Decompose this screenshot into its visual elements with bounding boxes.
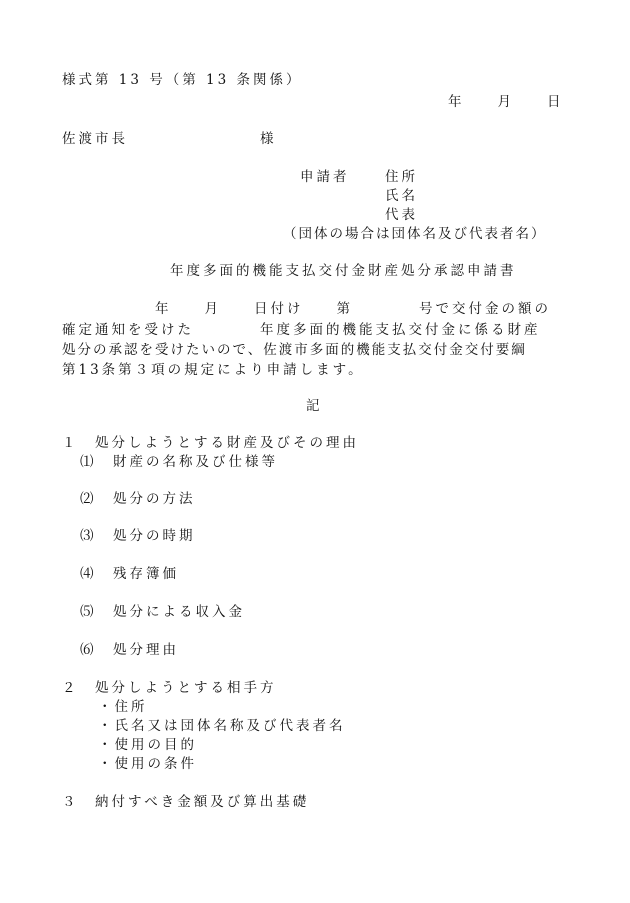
section1-item-5: ⑸ 処分による収入金 <box>80 604 245 620</box>
section1-item-4: ⑷ 残存簿価 <box>80 566 179 582</box>
section2-item-2: ・氏名又は団体名称及び代表者名 <box>98 718 346 734</box>
applicant-note: （団体の場合は団体名及び代表者名） <box>283 226 547 242</box>
ki-heading: 記 <box>306 398 323 414</box>
applicant-representative-label: 代表 <box>385 207 418 223</box>
section1-heading: １ 処分しようとする財産及びその理由 <box>62 435 359 451</box>
body-line-4: 第13条第３項の規定により申請します。 <box>62 362 365 378</box>
section2-item-1: ・住所 <box>98 699 148 715</box>
section2-heading: ２ 処分しようとする相手方 <box>62 680 277 696</box>
body-line-1: 年 月 日付け 第 号で交付金の額の <box>155 301 551 317</box>
date-line: 年 月 日 <box>448 94 564 110</box>
section3-heading: ３ 納付すべき金額及び算出基礎 <box>62 794 310 810</box>
body-line-2: 確定通知を受けた 年度多面的機能支払交付金に係る財産 <box>62 322 541 338</box>
section1-item-2: ⑵ 処分の方法 <box>80 491 196 507</box>
section1-item-3: ⑶ 処分の時期 <box>80 528 196 544</box>
applicant-address-label: 住所 <box>385 169 418 185</box>
section1-item-1: ⑴ 財産の名称及び仕様等 <box>80 454 278 470</box>
addressee: 佐渡市長 様 <box>62 131 277 147</box>
section2-item-3: ・使用の目的 <box>98 737 197 753</box>
form-number: 様式第 13 号（第 13 条関係） <box>62 72 303 88</box>
document-title: 年度多面的機能支払交付金財産処分承認申請書 <box>170 263 517 279</box>
applicant-label: 申請者 <box>300 169 350 185</box>
body-line-3: 処分の承認を受けたいので、佐渡市多面的機能支払交付金交付要綱 <box>62 342 527 358</box>
section2-item-4: ・使用の条件 <box>98 756 197 772</box>
section1-item-6: ⑹ 処分理由 <box>80 642 179 658</box>
applicant-name-label: 氏名 <box>385 188 418 204</box>
